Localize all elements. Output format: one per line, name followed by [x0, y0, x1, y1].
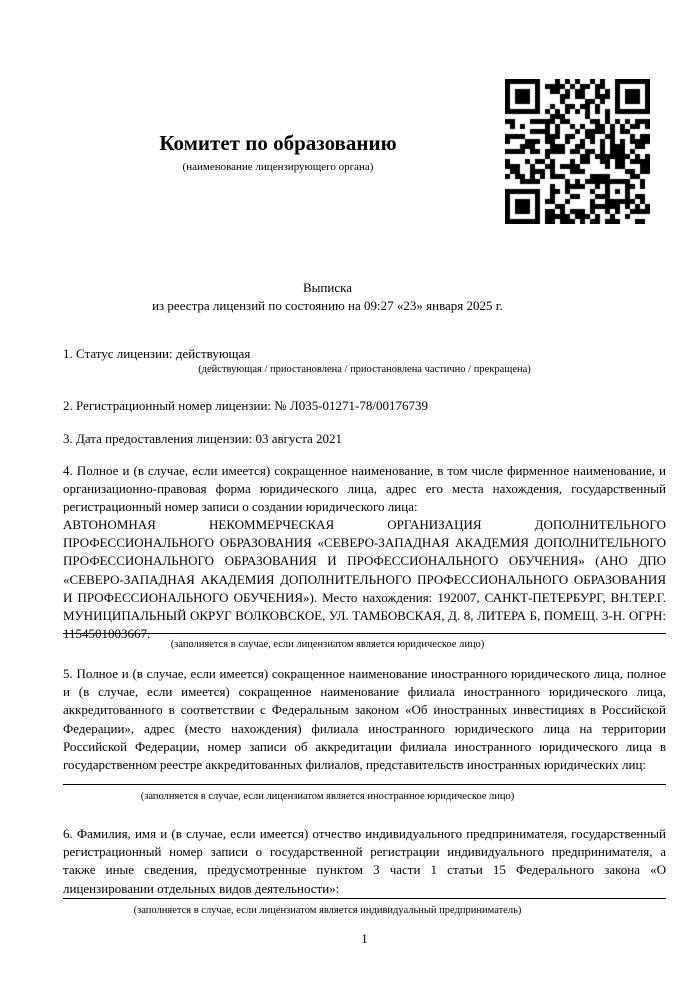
entrepreneur-fill-line [63, 898, 666, 899]
document-title-line2: из реестра лицензий по состоянию на 09:27 «23» января 2025 г. [152, 298, 503, 314]
item-4-legal-entity-value: АВТОНОМНАЯ НЕКОММЕРЧЕСКАЯ ОРГАНИЗАЦИЯ ДОПОЛНИТЕЛЬНОГО ПРОФЕССИОНАЛЬНОГО ОБРАЗОВАНИЯ «СЕВЕРО-ЗАПАДНАЯ АКАДЕМИЯ ДОПОЛНИТЕЛЬНОГО ПРОФЕССИОНАЛЬНОГО ОБРАЗОВАНИЯ И ПРОФЕССИОНАЛЬНОГО ОБУЧЕНИЯ» (АНО ДПО «СЕВЕРО-ЗАПАДНАЯ АКАДЕМИЯ ДОПОЛНИТЕЛЬНОГО ПРОФЕССИОНАЛЬНОГО ОБРАЗОВАНИЯ И ПРОФЕССИОНАЛЬНОГО ОБУЧЕНИЯ»). Место нахождения: 192007, САНКТ-ПЕТЕРБУРГ, ВН.ТЕР.Г. МУНИЦИПАЛЬНЫЙ ОКРУГ ВОЛКОВСКОЕ, УЛ. ТАМБОВСКАЯ, Д. 8, ЛИТЕРА Б, ПОМЕЩ. 3-Н. ОГРН: 1154501003667. [63, 517, 666, 642]
item-6-caption: (заполняется в случае, если лицензиатом является индивидуальный предприниматель) [133, 905, 522, 916]
page-number: 1 [361, 932, 368, 946]
document-title [63, 279, 666, 315]
legal-entity-fill-line [63, 633, 666, 634]
item-2-registration-number: 2. Регистрационный номер лицензии: № Л035-01271-78/00176739 [63, 398, 429, 413]
item-3-grant-date: 3. Дата предоставления лицензии: 03 августа 2021 [63, 431, 343, 446]
qr-code [505, 79, 650, 224]
item-4-caption: (заполняется в случае, если лицензиатом является юридическое лицо) [170, 639, 485, 650]
item-1-license-status: 1. Статус лицензии: действующая [63, 346, 251, 361]
item-5-foreign-entity-label: 5. Полное и (в случае, если имеется) сокращенное наименование иностранного юридического лица, полное и (в случае, если имеется) сокращенное наименование филиала иностранного юридического лица, аккредитованного в соответствии с Федеральным законом «Об иностранных инвестициях в Российской Федерации», адрес (место нахождения) филиала иностранного юридического лица на территории Российской Федерации, номер записи об аккредитации филиала иностранного юридического лица в государственном реестре аккредитованных филиалов, представительств иностранных юридических лиц: [63, 666, 666, 773]
item-5-caption: (заполняется в случае, если лицензиатом является иностранное юридическое лицо) [140, 791, 515, 802]
item-4-legal-entity-label: 4. Полное и (в случае, если имеется) сокращенное наименование, в том числе фирменное наименование, и организационно-правовая форма юридического лица, адрес его места нахождения, государственный регистрационный номер записи о создании юридического лица: [63, 463, 666, 515]
document-title-line1: Выписка [303, 280, 352, 295]
licensing-authority-title: Комитет по образованию [159, 131, 397, 155]
licensing-authority-subtitle: (наименование лицензирующего органа) [182, 161, 374, 173]
foreign-entity-fill-line [63, 784, 666, 785]
item-6-entrepreneur-label: 6. Фамилия, имя и (в случае, если имеется) отчество индивидуального предпринимателя, государственный регистрационный номер записи о государственной регистрации индивидуального предпринимателя, а также иные сведения, предусмотренные пунктом 3 части 1 статьи 15 Федерального закона «О лицензировании отдельных видов деятельности»: [63, 826, 666, 896]
item-1-status-options-caption: (действующая / приостановлена / приостановлена частично / прекращена) [198, 364, 531, 375]
